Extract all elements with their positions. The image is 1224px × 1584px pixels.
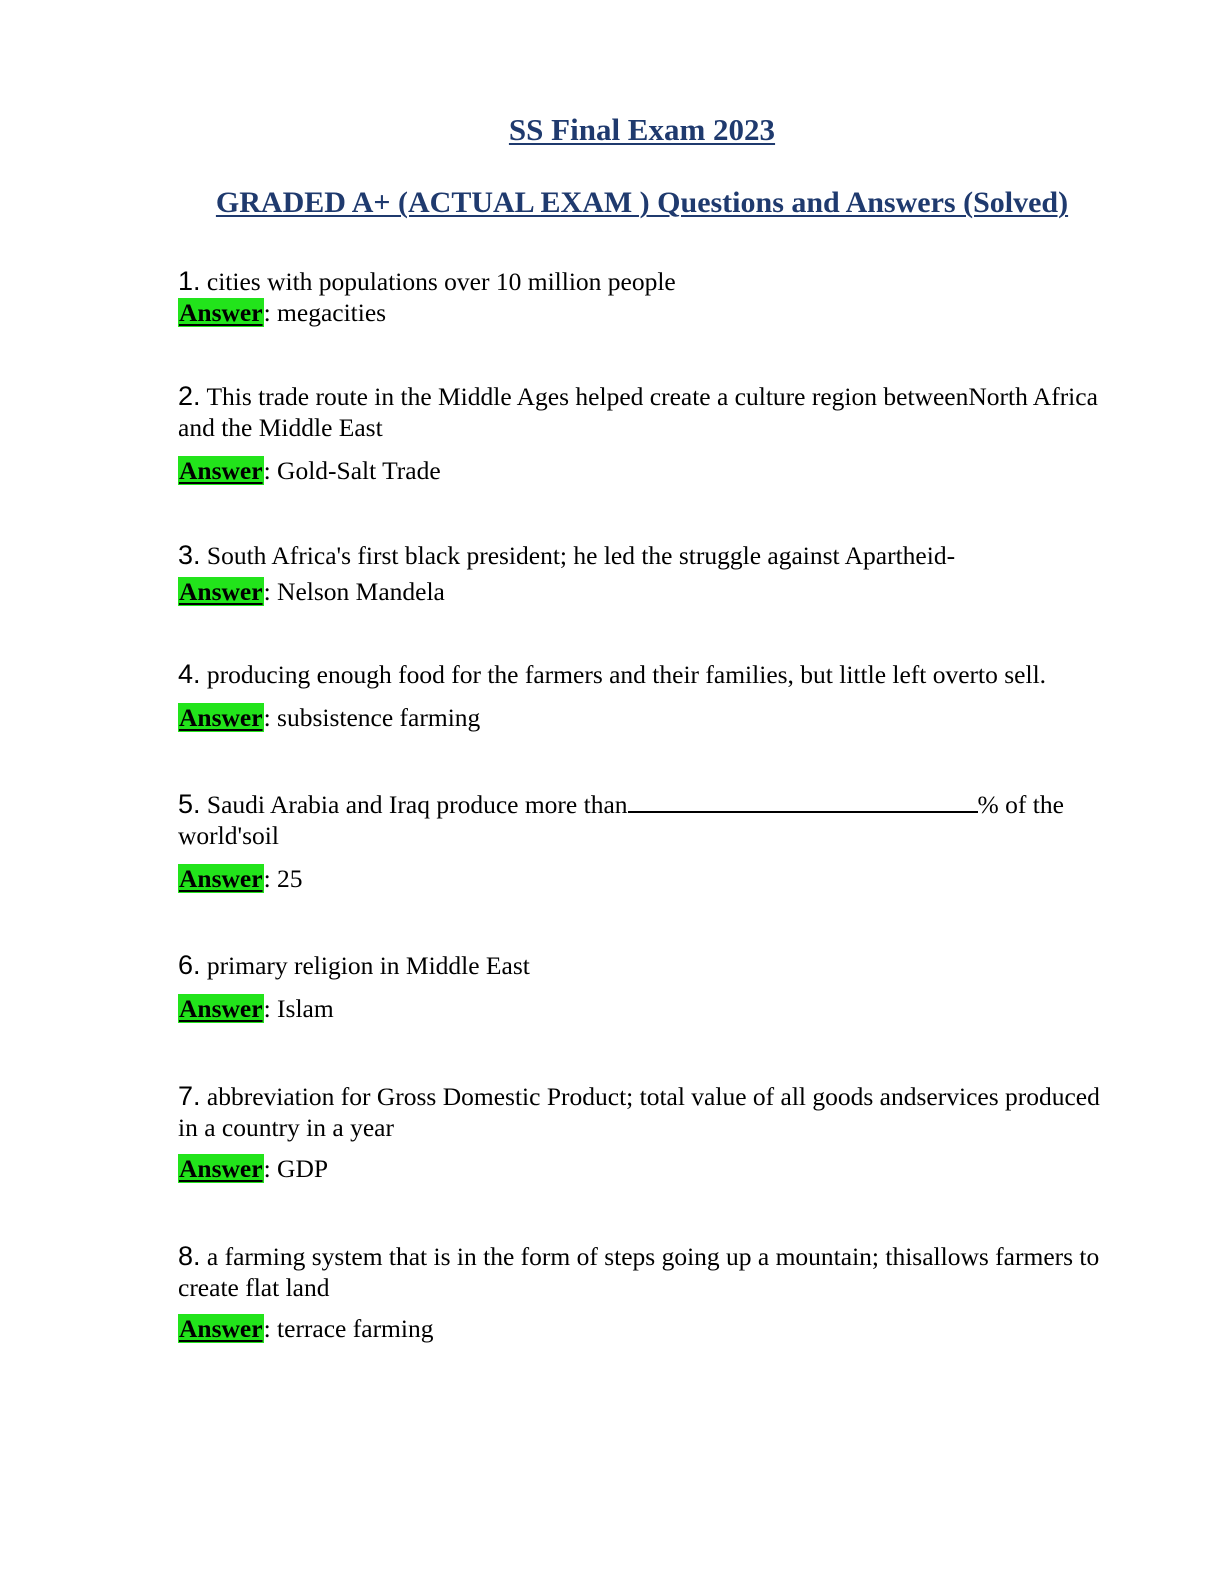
answer-6 [178, 993, 1118, 1024]
answer-label: Answer [179, 864, 263, 893]
answer-8 [178, 1313, 1118, 1344]
question-text: Saudi Arabia and Iraq produce more than [206, 790, 628, 819]
question-8 [178, 1241, 1118, 1303]
fill-in-blank [628, 791, 978, 813]
answer-label: Answer [179, 1154, 263, 1183]
qa-item-8 [178, 1241, 1118, 1344]
answer-label: Answer [179, 994, 263, 1023]
answer-4 [178, 702, 1118, 733]
question-text: primary religion in Middle East [206, 951, 530, 980]
answer-label: Answer [179, 703, 263, 732]
question-2 [178, 381, 1118, 443]
answer-text: : megacities [263, 298, 387, 327]
qa-item-7 [178, 1081, 1118, 1184]
answer-text: : Nelson Mandela [263, 577, 445, 606]
qa-item-6 [178, 950, 1118, 1024]
question-7 [178, 1081, 1118, 1143]
question-4 [178, 659, 1118, 690]
qa-item-3 [178, 540, 1118, 607]
answer-5 [178, 863, 1114, 894]
answer-text: : GDP [263, 1154, 329, 1183]
answer-text: : terrace farming [263, 1314, 434, 1343]
question-number: 2. [178, 381, 201, 411]
answer-1 [178, 297, 1118, 328]
question-text: abbreviation for Gross Domestic Product; total value of all goods andservices produced in a country in a year [178, 1082, 1100, 1142]
qa-item-4 [178, 659, 1118, 733]
question-text-continued: % of the world'soil [178, 790, 1064, 850]
question-number: 7. [178, 1081, 201, 1111]
question-number: 4. [178, 659, 201, 689]
question-text: producing enough food for the farmers and their families, but little left overto sell. [206, 660, 1047, 689]
answer-2 [178, 455, 1118, 486]
qa-item-5 [178, 789, 1114, 894]
question-number: 3. [178, 540, 201, 570]
question-number: 1. [178, 266, 201, 296]
question-6 [178, 950, 1118, 981]
question-text: a farming system that is in the form of steps going up a mountain; thisallows farmers to create flat land [178, 1242, 1100, 1302]
question-number: 8. [178, 1241, 201, 1271]
question-5 [178, 789, 1114, 851]
question-text: South Africa's first black president; he led the struggle against Apartheid- [206, 541, 956, 570]
answer-text: : subsistence farming [263, 703, 481, 732]
answer-3 [178, 576, 1118, 607]
answer-7 [178, 1153, 1118, 1184]
answer-label: Answer [179, 577, 263, 606]
question-3 [178, 540, 1118, 571]
page-title: SS Final Exam 2023 [508, 112, 776, 147]
answer-label: Answer [179, 456, 263, 485]
page-subtitle: GRADED A+ (ACTUAL EXAM ) Questions and Answers (Solved) [215, 186, 1069, 219]
answer-label: Answer [179, 298, 263, 327]
question-number: 6. [178, 950, 201, 980]
question-text: This trade route in the Middle Ages helped create a culture region betweenNorth Africa and the Middle East [178, 382, 1098, 442]
question-number: 5. [178, 789, 201, 819]
answer-text: : Gold-Salt Trade [263, 456, 441, 485]
answer-text: : 25 [263, 864, 303, 893]
qa-item-1 [178, 266, 1118, 328]
question-1 [178, 266, 1118, 297]
answer-text: : Islam [263, 994, 334, 1023]
answer-label: Answer [179, 1314, 263, 1343]
qa-item-2 [178, 381, 1118, 486]
question-text: cities with populations over 10 million people [206, 267, 676, 296]
